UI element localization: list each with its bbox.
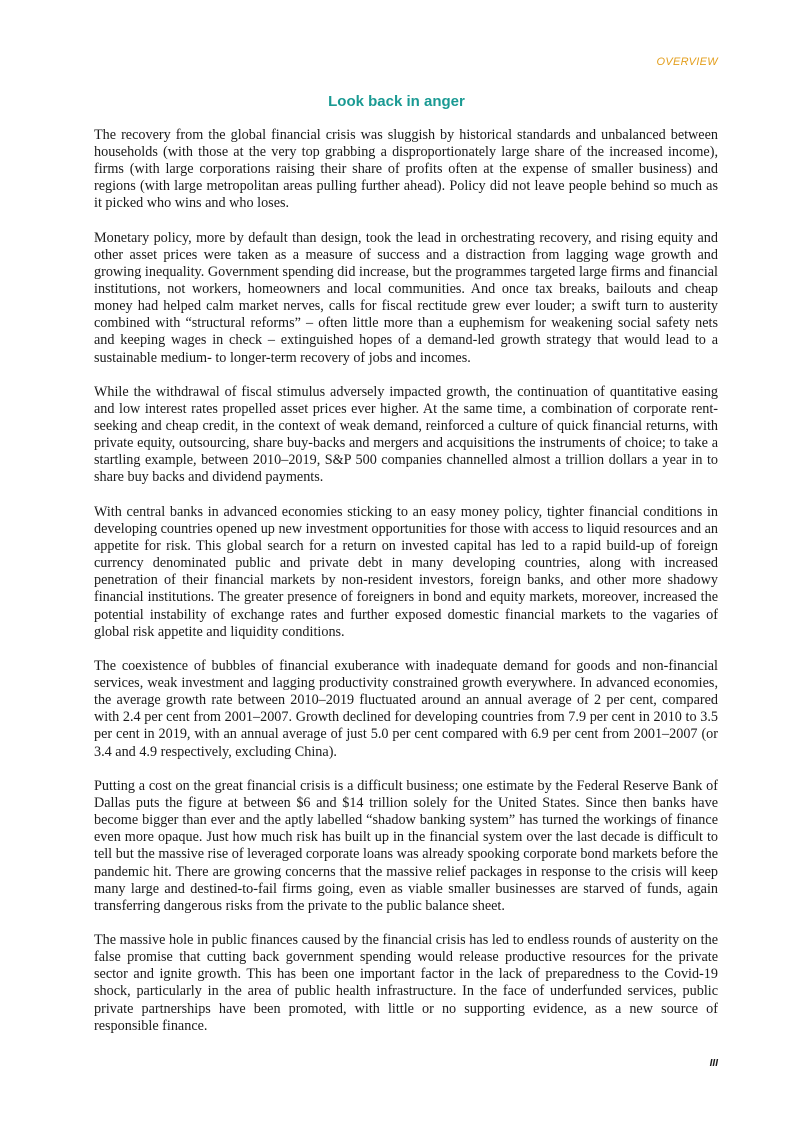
body-text — [94, 127, 718, 1052]
paragraph: The massive hole in public finances caused by the financial crisis has led to endless rounds of austerity on the false promise that cutting back government spending would release productive resources for the private sector and ignite growth. This has been one important factor in the lack of preparedness to the Covid-19 shock, particularly in the area of public health infrastructure. In the face of underfunded services, public private partnerships have been promoted, with little or no supporting evidence, as a new source of responsible finance. — [94, 932, 718, 1034]
paragraph: With central banks in advanced economies sticking to an easy money policy, tighter financial conditions in developing countries opened up new investment opportunities for those with access to liquid resources and an appetite for risk. This global search for a return on invested capital has led to a rapid build-up of foreign currency denominated public and private debt in many developing countries, along with increased penetration of their financial markets by non-resident investors, foreign banks, and other more shadowy financial institutions. The greater presence of foreigners in bond and equity markets, moreover, increased the potential instability of exchange rates and further exposed domestic financial markets to the vagaries of global risk appetite and liquidity conditions. — [94, 503, 718, 640]
paragraph: Monetary policy, more by default than design, took the lead in orchestrating recovery, and rising equity and other asset prices were taken as a measure of success and a distraction from lagging wage growth and growing inequality. Government spending did increase, but the programmes targeted large firms and financial institutions, not workers, homeowners and local communities. And once tax breaks, bailouts and cheap money had helped calm market nerves, calls for fiscal rectitude grew ever louder; a swift turn to austerity combined with “structural reforms” – often little more than a euphemism for weakening social safety nets and keeping wages in check – extinguished hopes of a demand-led growth strategy that would lead to a sustainable medium- to longer-term recovery of jobs and incomes. — [94, 229, 718, 366]
running-header: OVERVIEW — [656, 56, 718, 68]
paragraph: Putting a cost on the great financial crisis is a difficult business; one estimate by the Federal Reserve Bank of Dallas puts the figure at between $6 and $14 trillion solely for the United States. Since then banks have become bigger than ever and the aptly labelled “shadow banking system” has turned the workings of finance even more opaque. Just how much risk has built up in the financial system over the last decade is difficult to tell but the massive rise of leveraged corporate loans was already spooking corporate bond markets before the pandemic hit. There are growing concerns that the massive relief packages in response to the crisis will keep many large and destined-to-fail firms going, even as viable smaller businesses are starved of funds, again transferring dangerous risks from the private to the public balance sheet. — [94, 778, 718, 914]
paragraph: While the withdrawal of fiscal stimulus adversely impacted growth, the continuation of quantitative easing and low interest rates propelled asset prices ever higher. At the same time, a combination of corporate rent-seeking and cheap credit, in the context of weak demand, reinforced a culture of quick financial returns, with private equity, outsourcing, share buy-backs and mergers and acquisitions the instruments of choice; to take a startling example, between 2010–2019, S&P 500 companies channelled almost a trillion dollars a year in to share buy backs and dividend payments. — [94, 384, 718, 486]
paragraph: The recovery from the global financial crisis was sluggish by historical standards and unbalanced between households (with those at the very top grabbing a disproportionately large share of the increased income), firms (with large corporations raising their share of profits often at the expense of smaller business) and regions (with large metropolitan areas pulling further ahead). Policy did not leave people behind so much as it picked who wins and who loses. — [94, 127, 718, 212]
paragraph: The coexistence of bubbles of financial exuberance with inadequate demand for goods and non-financial services, weak investment and lagging productivity constrained growth everywhere. In advanced economies, the average growth rate between 2010–2019 fluctuated around an annual average of 2 per cent, compared with 2.4 per cent from 2001–2007. Growth declined for developing countries from 7.9 per cent in 2010 to 3.5 per cent in 2019, with an annual average of just 5.0 per cent compared with 6.9 per cent from 2001–2007 (or 3.4 and 4.9 respectively, excluding China). — [94, 658, 718, 760]
page-number: III — [709, 1058, 718, 1069]
section-title: Look back in anger — [328, 93, 465, 110]
